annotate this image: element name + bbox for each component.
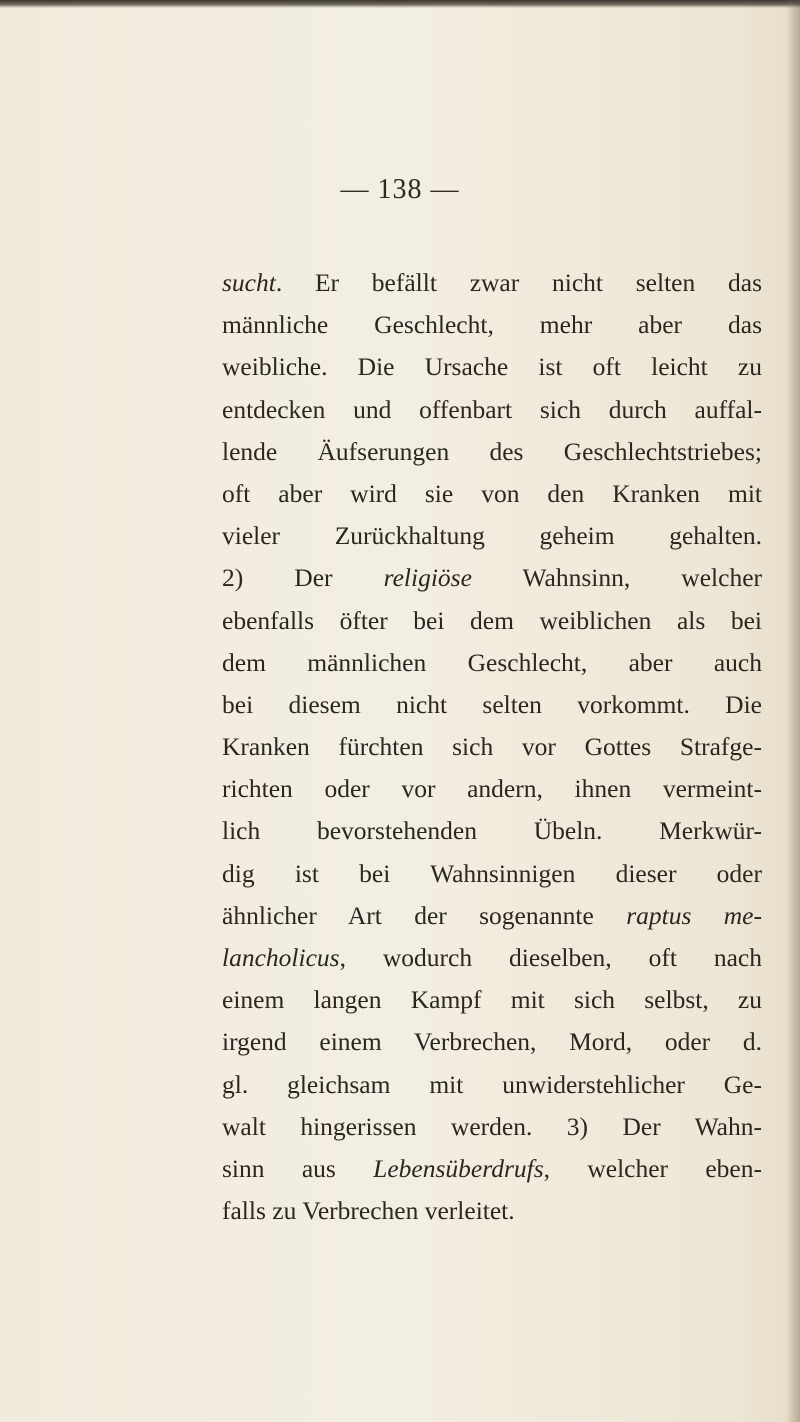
text-line: entdecken und offenbart sich durch auffal- <box>222 394 762 424</box>
page-right-edge-shadow <box>786 0 800 1422</box>
text-line: männliche Geschlecht, mehr aber das <box>222 310 762 340</box>
text-line: lancholicus, wodurch dieselben, oft nach <box>222 943 762 972</box>
text-line: gl. gleichsam mit unwiderstehlicher Ge- <box>222 1069 762 1099</box>
text-line: irgend einem Verbrechen, Mord, oder d. <box>222 1027 762 1057</box>
text-line: vieler Zurückhaltung geheim gehalten. <box>222 521 762 551</box>
page-top-edge <box>0 0 800 8</box>
text-line: sinn aus Lebensüberdrufs, welcher eben- <box>222 1153 762 1183</box>
text-line: bei diesem nicht selten vorkommt. Die <box>222 689 762 719</box>
text-line: walt hingerissen werden. 3) Der Wahn- <box>222 1111 762 1141</box>
text-line: oft aber wird sie von den Kranken mit <box>222 478 762 508</box>
body-text <box>222 262 762 1232</box>
text-line: dem männlichen Geschlecht, aber auch <box>222 647 762 677</box>
text-line: sucht. Er befällt zwar nicht selten das <box>222 268 762 297</box>
text-line-last: falls zu Verbrechen verleitet. <box>222 1196 515 1226</box>
page-number: — 138 — <box>340 174 460 205</box>
text-line: Kranken fürchten sich vor Gottes Strafge- <box>222 732 762 762</box>
text-line: 2) Der religiöse Wahnsinn, welcher <box>222 563 763 593</box>
text-line: dig ist bei Wahnsinnigen dieser oder <box>222 858 762 888</box>
text-line: weibliche. Die Ursache ist oft leicht zu <box>222 352 762 382</box>
text-line: einem langen Kampf mit sich selbst, zu <box>222 985 762 1015</box>
text-line: ähnlicher Art der sogenannte raptus me- <box>222 900 762 930</box>
text-line: lich bevorstehenden Übeln. Merkwür- <box>222 816 762 846</box>
text-line: ebenfalls öfter bei dem weiblichen als bei <box>222 605 762 635</box>
text-line: lende Äufserungen des Geschlechtstriebes; <box>222 436 762 466</box>
text-line: richten oder vor andern, ihnen vermeint- <box>222 774 762 804</box>
